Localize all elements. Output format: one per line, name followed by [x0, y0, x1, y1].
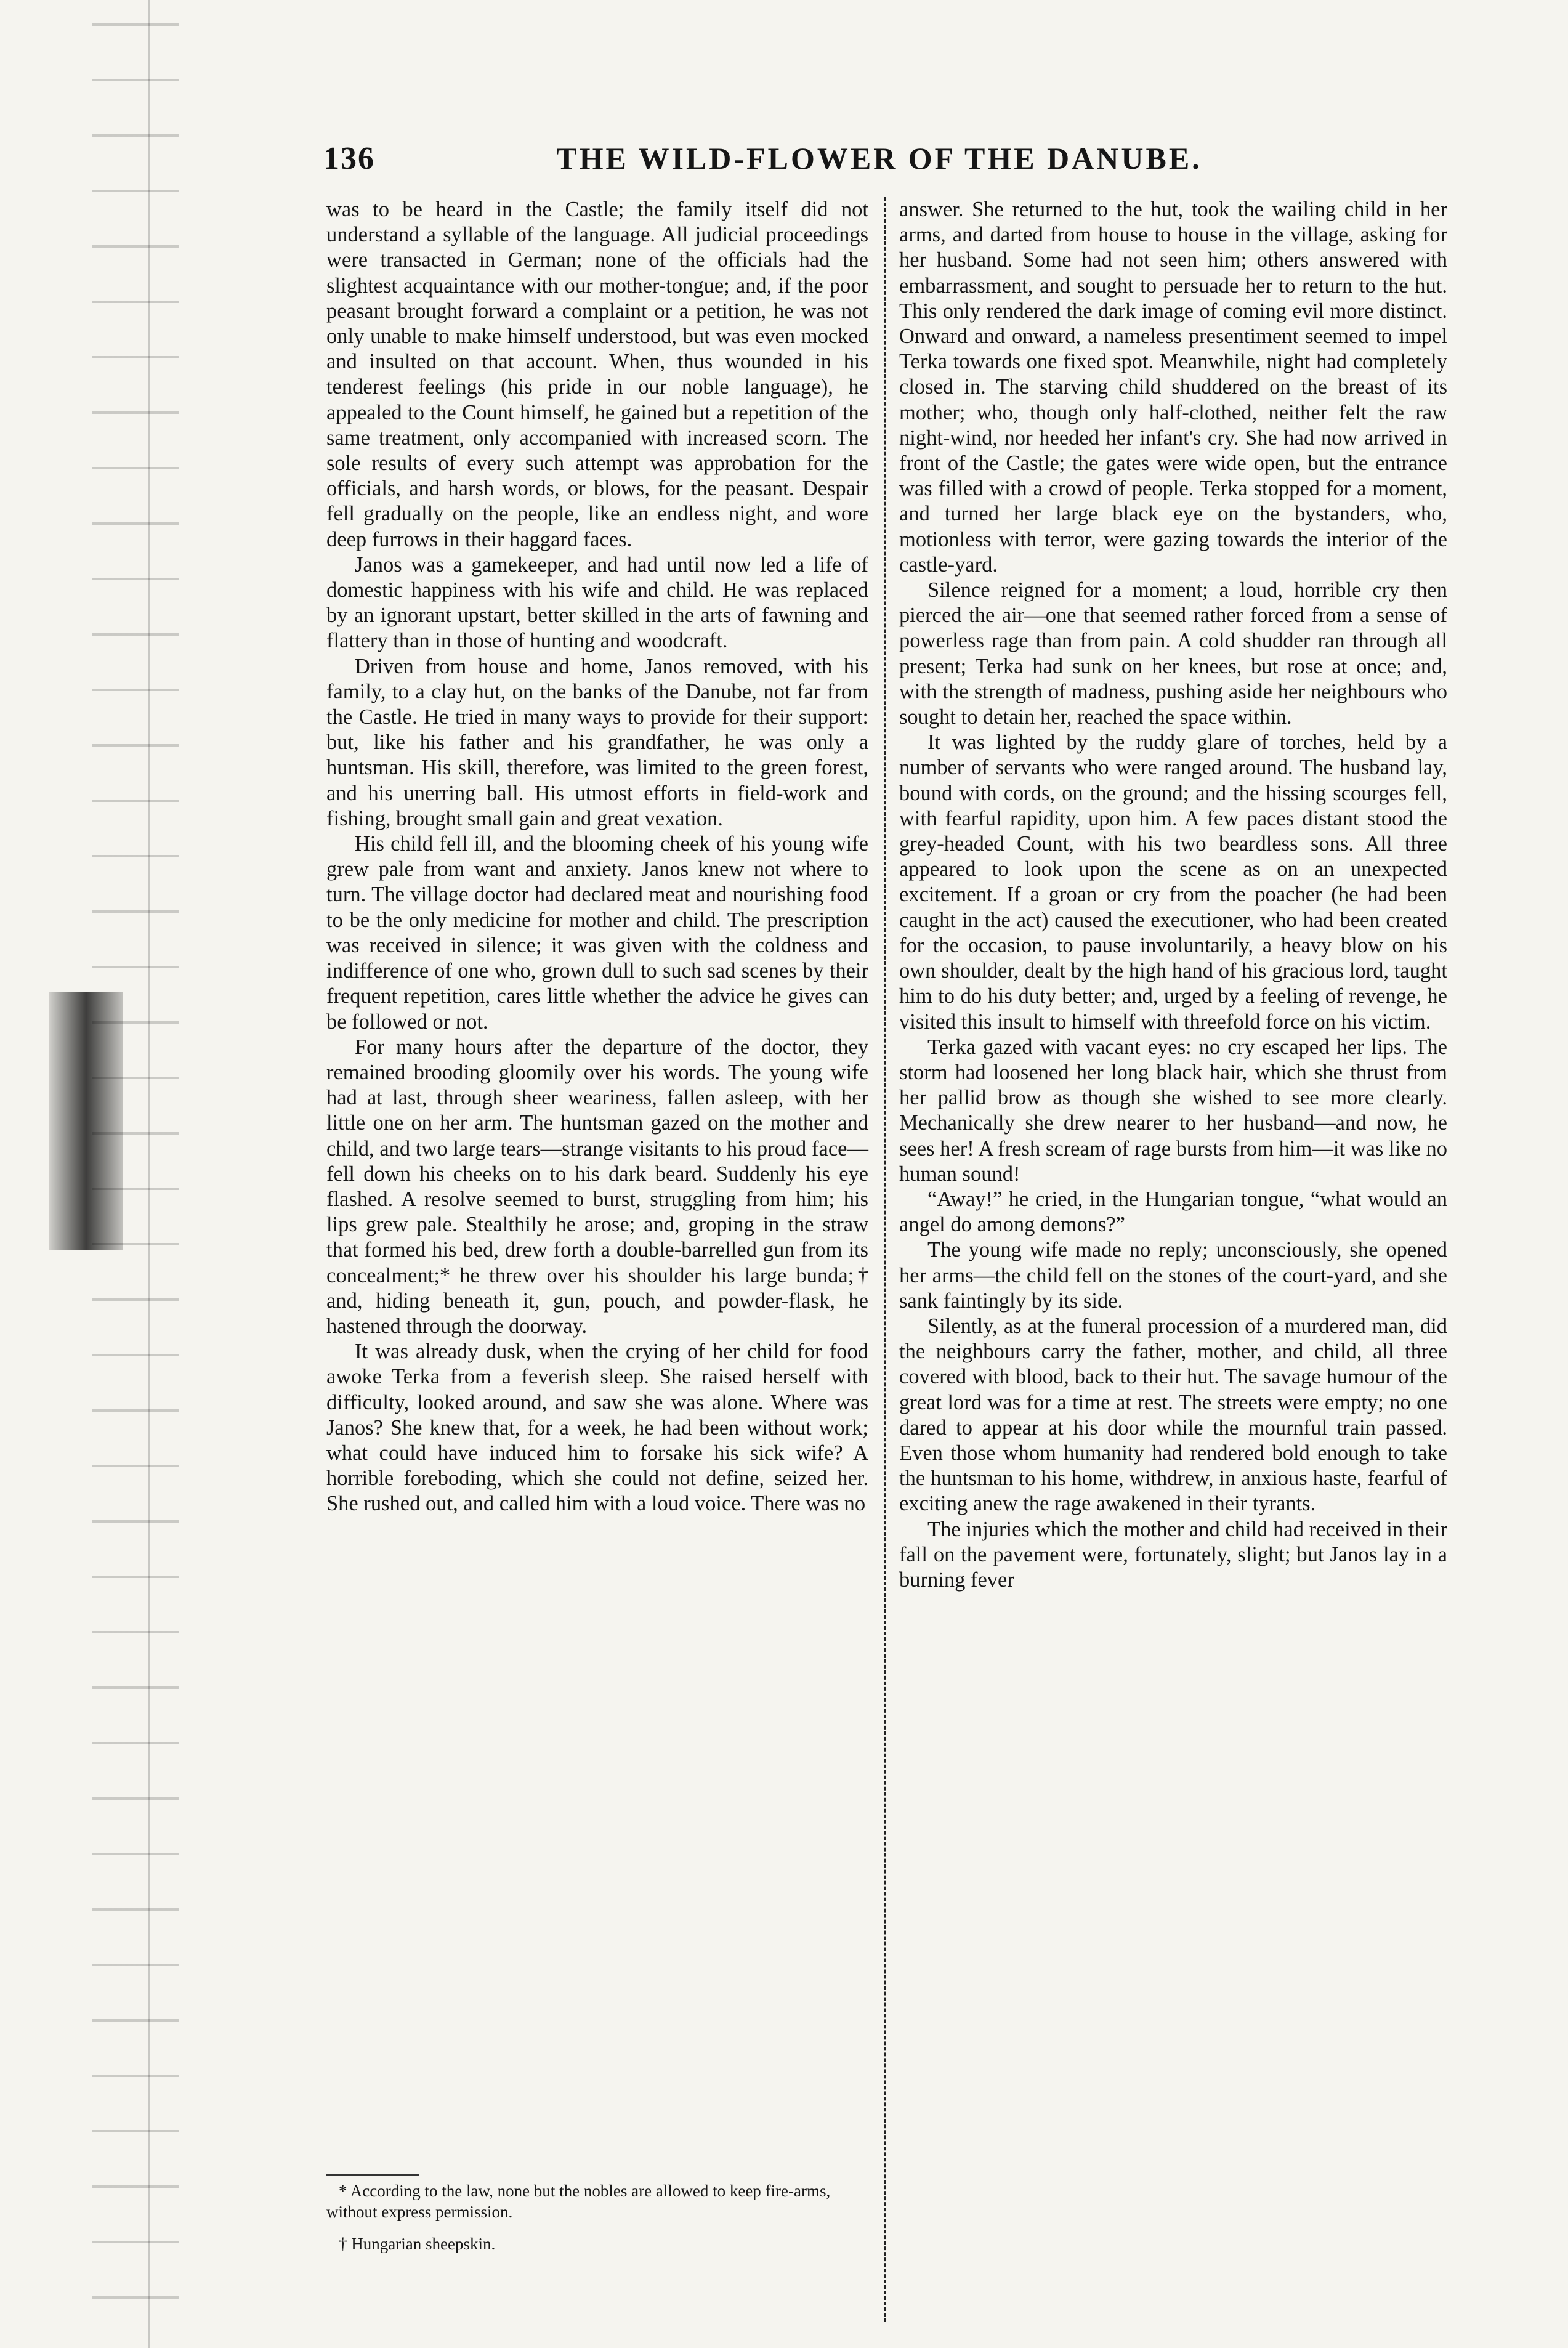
footnotes — [326, 2180, 868, 2265]
paragraph: Terka gazed with vacant eyes: no cry escaped her lips. The storm had loosened her long black hair, which she thrust from her pallid brow as though she wished to see more clearly. Mechanically she drew nearer to her husband—and now, he sees her! A fresh scream of rage bursts from him—it was like no human sound! — [899, 1035, 1447, 1186]
right-column — [899, 197, 1447, 2328]
paragraph: Silence reigned for a moment; a loud, horrible cry then pierced the air—one that seemed rather forced from a sense of powerless rage than from pain. A cold shudder ran through all present; Terka had sunk on her knees, but rose at once; and, with the strength of madness, pushing aside her neighbours who sought to detain her, reached the space within. — [899, 578, 1447, 729]
page-number: 136 — [323, 141, 375, 176]
column-divider — [884, 197, 886, 2322]
paragraph: Silently, as at the funeral procession of a murdered man, did the neighbours carry the father, mother, and child, all three covered with blood, back to their hut. The savage humour of the great lord was for a time at rest. The streets were empty; no one dared to appear at his door while the mournful train passed. Even those whom humanity had rendered bold enough to take the huntsman to his home, withdrew, in anxious haste, fearful of exciting anew the rage awakened in their tyrants. — [899, 1314, 1447, 1516]
paragraph: His child fell ill, and the blooming cheek of his young wife grew pale from want and anxiety. Janos knew not where to turn. The village doctor had declared meat and nourishing food to be the only medicine for mother and child. The prescription was received in silence; it was given with the coldness and indifference of one who, grown dull to such sad scenes by their frequent repetition, cares little whether the advice he gives can be followed or not. — [326, 832, 868, 1034]
paragraph: Driven from house and home, Janos removed, with his family, to a clay hut, on the banks of the Danube, not far from the Castle. He tried in many ways to provide for their support: but, like his father and his grandfather, he was only a huntsman. His skill, therefore, was limited to the green forest, and his unerring ball. His utmost efforts in field-work and fishing, brought small gain and great vexation. — [326, 654, 868, 830]
paragraph: For many hours after the departure of the doctor, they remained brooding gloomily over his words. The young wife had at last, through sheer weariness, fallen asleep, with her little one on her arm. The huntsman gazed on the mother and child, and two large tears—strange visitants to his proud face—fell down his cheeks on to his dark beard. Suddenly his eye flashed. A resolve seemed to burst, struggling from him; his lips grew pale. Stealthily he arose; and, groping in the straw that formed his bed, drew forth a double-barrelled gun from its concealment;* he threw over his shoulder his large bunda;† and, hiding beneath it, gun, pouch, and powder-flask, he hastened through the doorway. — [326, 1035, 868, 1338]
paragraph: The young wife made no reply; unconsciously, she opened her arms—the child fell on the stones of the court-yard, and she sank faintingly by its side. — [899, 1238, 1447, 1313]
paragraph: “Away!” he cried, in the Hungarian tongue, “what would an angel do among demons?” — [899, 1187, 1447, 1237]
paragraph: was to be heard in the Castle; the family itself did not understand a syllable of the language. All judicial proceedings were transacted in German; none of the officials had the slightest acquaintance with our mother-tongue; and, if the poor peasant brought forward a complaint or a petition, he was not only unable to make himself understood, but was even mocked and insulted on that account. When, thus wounded in his tenderest feelings (his pride in our noble language), he appealed to the Count himself, he gained but a repetition of the same treatment, only accompanied with increased scorn. The sole results of every such attempt was approbation for the officials, and harsh words, or blows, for the peasant. Despair fell gradually on the people, like an endless night, and wore deep furrows in their haggard faces. — [326, 198, 868, 551]
running-head: THE WILD-FLOWER OF THE DANUBE. — [556, 141, 1202, 176]
footnote: * According to the law, none but the nobles are allowed to keep fire-arms, without express permission. — [326, 2182, 831, 2221]
paragraph: Janos was a gamekeeper, and had until now led a life of domestic happiness with his wife and child. He was replaced by an ignorant upstart, better skilled in the arts of fawning and flattery than in those of hunting and woodcraft. — [326, 553, 868, 653]
binding-dark-patch — [49, 992, 123, 1250]
paragraph: answer. She returned to the hut, took the wailing child in her arms, and darted from house to house in the village, asking for her husband. Some had not seen him; others answered with embarrassment, and sought to persuade her to return to the hut. This only rendered the dark image of coming evil more distinct. Onward and onward, a nameless presentiment seemed to impel Terka towards one fixed spot. Meanwhile, night had completely closed in. The starving child shuddered on the breast of its mother; who, though only half-clothed, neither felt the raw night-wind, nor heeded her infant's cry. She had now arrived in front of the Castle; the gates were wide open, but the entrance was filled with a crowd of people. Terka stopped for a moment, and turned her large black eye on the bystanders, who, motionless with terror, were gazing towards the interior of the castle-yard. — [899, 198, 1447, 577]
page-header — [323, 140, 1435, 184]
paragraph: It was already dusk, when the crying of her child for food awoke Terka from a feverish sleep. She raised herself with difficulty, looked around, and saw she was alone. Where was Janos? She knew that, for a week, he had been without work; what could have induced him to forsake his sick wife? A horrible foreboding, which she could not define, seized her. She rushed out, and called him with a loud voice. There was no — [326, 1340, 868, 1516]
left-column — [326, 197, 868, 2144]
footnote-divider — [326, 2174, 419, 2176]
footnote: † Hungarian sheepskin. — [339, 2235, 496, 2253]
binding-crease — [148, 0, 150, 2348]
paragraph: The injuries which the mother and child had received in their fall on the pavement were, fortunately, slight; but Janos lay in a burning fever — [899, 1517, 1447, 1592]
paragraph: It was lighted by the ruddy glare of torches, held by a number of servants who were ranged around. The husband lay, bound with cords, on the ground; and the hissing scourges fell, with fearful rapidity, upon him. A few paces distant stood the grey-headed Count, with his two beardless sons. All three appeared to look upon the scene as on an unexpected excitement. If a groan or cry from the poacher (he had been caught in the act) caused the executioner, who had been created for the occasion, to pause involuntarily, a heavy blow on his own shoulder, dealt by the high hand of his gracious lord, taught him to do his duty better; and, urged by a feeling of revenge, he visited this insult to himself with threefold force on his victim. — [899, 731, 1447, 1034]
